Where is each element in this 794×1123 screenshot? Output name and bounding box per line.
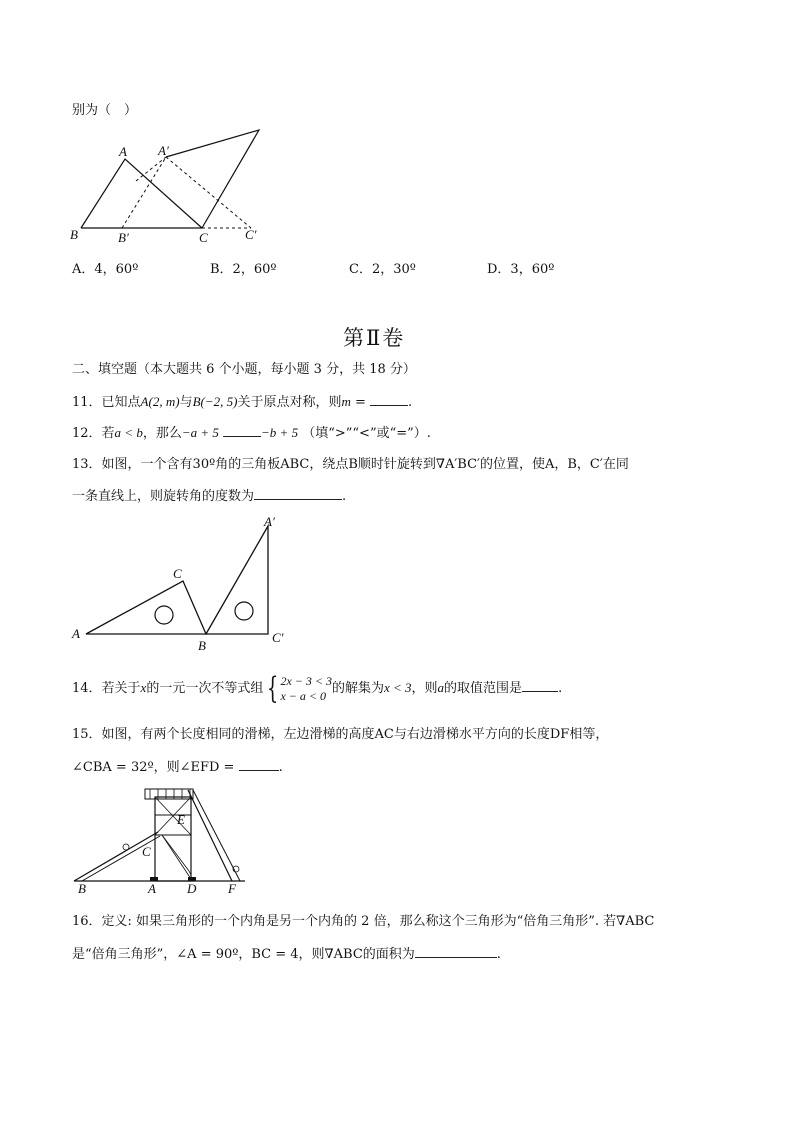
q13-label-c: C [173, 566, 182, 581]
q10-label-c-prime: C′ [245, 227, 257, 242]
q16-answer-blank[interactable] [415, 945, 497, 958]
q15-label-f: F [228, 881, 236, 896]
q10-label-b-prime: B′ [118, 230, 129, 245]
question-15-line1: 15．如图，有两个长度相同的滑梯，左边滑梯的高度AC与右边滑梯水平方向的长度DF相等， [72, 727, 609, 742]
q14-answer-blank[interactable] [522, 679, 558, 692]
question-12: 12．若a < b，那么−a + 5 −b + 5 （填“>”“<”或“=”）. [72, 425, 431, 441]
q11-answer-blank[interactable] [370, 393, 408, 406]
q15-label-b: B [78, 881, 86, 896]
q13-label-a-prime: A′ [264, 514, 275, 529]
q10-label-a-prime: A′ [158, 143, 169, 158]
q10-continuation: 别为（ ） [72, 103, 138, 118]
q13-answer-blank[interactable] [254, 487, 342, 500]
q10-label-b: B [70, 227, 78, 242]
q12-answer-blank[interactable] [223, 424, 261, 437]
q10-option-b[interactable]: B．2，60º [210, 262, 277, 277]
question-15-line2: ∠CBA = 32º，则∠EFD = . [72, 760, 283, 775]
question-13-line1: 13．如图，一个含有30º角的三角板ABC，绕点B顺时针旋转到∇A′BC′的位置，使A，B，C′在同 [72, 457, 629, 472]
section-heading: 二、填空题（本大题共 6 个小题，每小题 3 分，共 18 分） [72, 362, 416, 377]
section-title: 第Ⅱ卷 [343, 326, 406, 350]
q15-label-d: D [187, 881, 197, 896]
q10-label-c: C [199, 230, 208, 245]
q10-label-a: A [119, 144, 127, 159]
q10-figure [66, 126, 266, 246]
question-16-line2: 是“倍角三角形”，∠A = 90º，BC = 4，则∇ABC的面积为 . [72, 947, 501, 962]
q15-label-a: A [148, 881, 156, 896]
q13-label-c-prime: C′ [272, 630, 284, 645]
q13-label-b: B [198, 638, 206, 653]
question-16-line1: 16．定义: 如果三角形的一个内角是另一个内角的 2 倍，那么称这个三角形为“倍角三角形”. 若∇ABC [72, 914, 655, 929]
question-14: 14．若关于x的一元一次不等式组 { 2x − 3 < 3 x − a < 0 的解集为x < 3，则a的取值范围是 . [72, 670, 563, 706]
question-11: 11．已知点A(2, m)与B(−2, 5)关于原点对称，则m = . [72, 394, 413, 410]
q10-option-c[interactable]: C．2，30º [349, 262, 416, 277]
q15-answer-blank[interactable] [239, 758, 279, 771]
q15-label-c: C [142, 844, 151, 859]
q15-label-e: E [177, 812, 185, 827]
q10-option-d[interactable]: D．3，60º [487, 262, 555, 277]
q15-figure [70, 785, 270, 900]
q10-option-a[interactable]: A．4，60º [72, 262, 139, 277]
q13-label-a: A [72, 626, 80, 641]
q13-figure [70, 512, 300, 652]
question-13-line2: 一条直线上，则旋转角的度数为 . [72, 489, 347, 504]
